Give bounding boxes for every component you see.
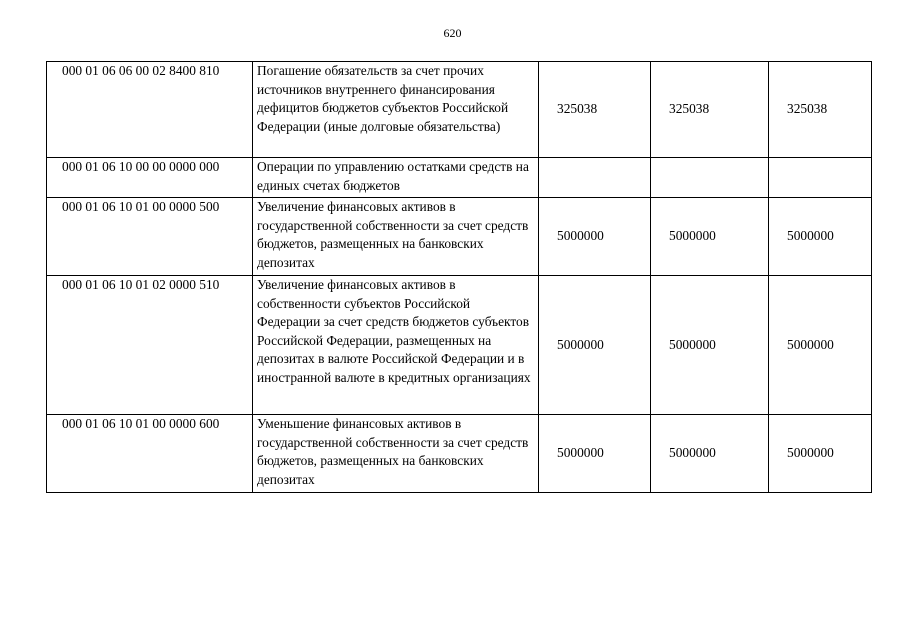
value-year-3: 325038 bbox=[769, 62, 872, 158]
classification-code: 000 01 06 10 00 00 0000 000 bbox=[47, 158, 253, 198]
value-year-1: 325038 bbox=[539, 62, 651, 158]
table-row bbox=[47, 158, 872, 198]
value-year-2: 5000000 bbox=[651, 198, 769, 276]
value-year-2: 325038 bbox=[651, 62, 769, 158]
value-year-3: 5000000 bbox=[769, 198, 872, 276]
value-year-2 bbox=[651, 158, 769, 198]
row-description: Увеличение финансовых активов в собственности субъектов Российской Федерации за счет средств бюджетов субъектов Российской Федерации, размещенных на депозитах в валюте Российской Федерации и в иностранной валюте в кредитных организациях bbox=[253, 276, 539, 415]
value-year-1: 5000000 bbox=[539, 198, 651, 276]
value-year-1: 5000000 bbox=[539, 415, 651, 493]
row-description: Увеличение финансовых активов в государственной собственности за счет средств бюджетов, размещенных на банковских депозитах bbox=[253, 198, 539, 276]
page-number: 620 bbox=[443, 26, 462, 40]
table-row bbox=[47, 198, 872, 276]
value-year-2: 5000000 bbox=[651, 276, 769, 415]
table-row bbox=[47, 415, 872, 493]
row-description: Операции по управлению остатками средств на единых счетах бюджетов bbox=[253, 158, 539, 198]
classification-code: 000 01 06 06 00 02 8400 810 bbox=[47, 62, 253, 158]
value-year-3: 5000000 bbox=[769, 276, 872, 415]
value-year-3: 5000000 bbox=[769, 415, 872, 493]
classification-code: 000 01 06 10 01 00 0000 600 bbox=[47, 415, 253, 493]
table-row bbox=[47, 276, 872, 415]
value-year-3 bbox=[769, 158, 872, 198]
classification-code: 000 01 06 10 01 02 0000 510 bbox=[47, 276, 253, 415]
value-year-1: 5000000 bbox=[539, 276, 651, 415]
row-description: Погашение обязательств за счет прочих источников внутреннего финансирования дефицитов бюджетов субъектов Российской Федерации (иные долговые обязательства) bbox=[253, 62, 539, 158]
value-year-1 bbox=[539, 158, 651, 198]
row-description: Уменьшение финансовых активов в государственной собственности за счет средств бюджетов, размещенных на банковских депозитах bbox=[253, 415, 539, 493]
budget-sources-table bbox=[46, 61, 872, 493]
table-row bbox=[47, 62, 872, 158]
classification-code: 000 01 06 10 01 00 0000 500 bbox=[47, 198, 253, 276]
value-year-2: 5000000 bbox=[651, 415, 769, 493]
